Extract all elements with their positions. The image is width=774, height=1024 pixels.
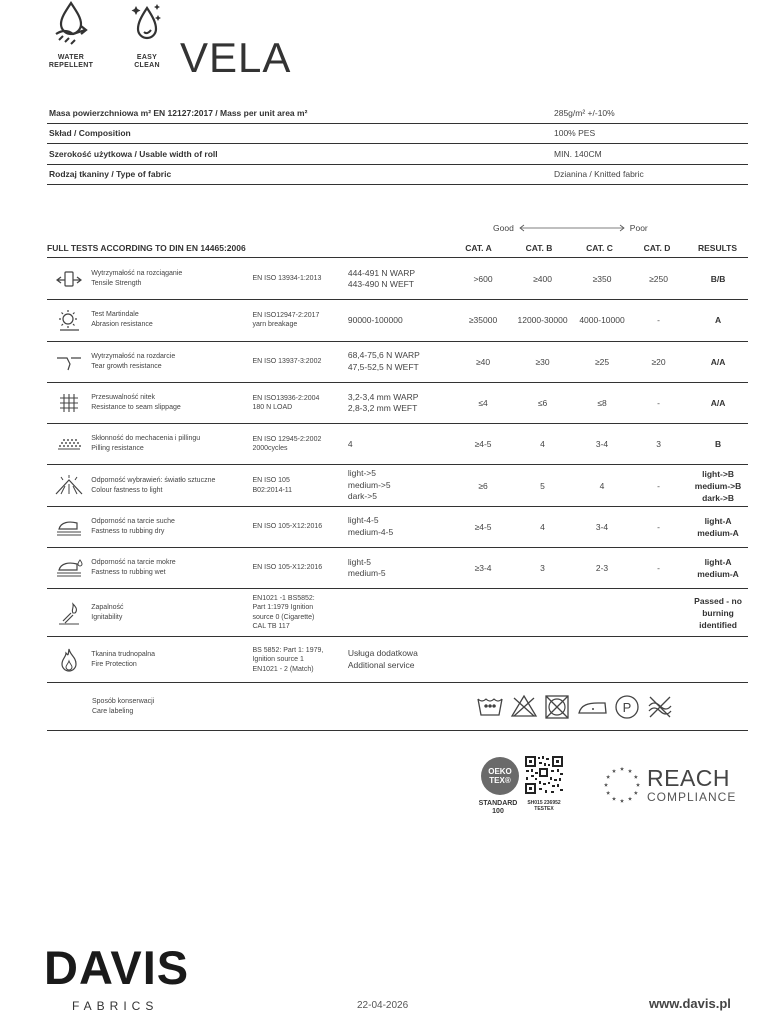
eu-star-icon — [620, 767, 624, 771]
test-name-pl: Wytrzymałość na rozdarcie — [91, 352, 176, 360]
test-icon-cell — [47, 268, 91, 290]
cat-c-value: 2-3 — [595, 563, 609, 574]
test-result: Passed - no burning identified — [694, 595, 742, 630]
test-row — [47, 300, 748, 341]
eu-star-icon — [612, 797, 616, 801]
tear-growth-icon — [55, 352, 83, 372]
dry-clean-p-icon — [614, 694, 640, 720]
test-name — [91, 558, 252, 578]
cat-a-value: ≥3-4 — [474, 563, 492, 574]
tests-rows — [47, 259, 748, 731]
care-row — [47, 683, 748, 731]
cat-a-value: ≥4-5 — [474, 521, 492, 532]
double-arrow-icon — [518, 224, 626, 232]
eu-star-icon — [606, 791, 610, 795]
test-value: 68,4-75,6 N WARP 47,5-52,5 N WEFT — [347, 350, 420, 372]
test-name-en: Tear growth resistance — [91, 362, 162, 370]
test-name — [91, 650, 252, 670]
product-name: VELA — [180, 34, 292, 81]
spec-label: Rodzaj tkaniny / Type of fabric — [49, 169, 172, 180]
test-name — [91, 476, 252, 496]
test-row — [47, 342, 748, 383]
test-name — [91, 434, 252, 454]
feature-label: WATER REPELLENT — [48, 54, 94, 69]
test-result: B/B — [710, 274, 726, 285]
scale-good-label: Good — [493, 223, 514, 233]
cat-a-value: ≥40 — [475, 356, 491, 367]
test-row — [47, 465, 748, 506]
eu-star-icon — [634, 791, 638, 795]
col-cat-b: CAT. B — [525, 242, 553, 253]
col-cat-c: CAT. C — [586, 242, 613, 253]
test-result: A/A — [710, 398, 726, 409]
cat-b-value: 5 — [540, 480, 545, 491]
abrasion-icon — [57, 308, 81, 332]
test-name — [91, 269, 252, 289]
test-standard: EN ISO 105-X12:2016 — [252, 564, 323, 572]
cat-a-value: ≥4-5 — [474, 439, 492, 450]
test-name-pl: Test Martindale — [91, 311, 139, 319]
eu-star-icon — [604, 783, 608, 787]
care-name-en: Care labeling — [92, 707, 134, 715]
test-name-en: Resistance to seam slippage — [91, 404, 181, 412]
cat-d-value: ≥20 — [651, 356, 666, 367]
pilling-icon — [56, 437, 82, 451]
light-fastness-icon — [54, 474, 84, 498]
eu-star-icon — [628, 797, 632, 801]
cat-d-value: - — [657, 563, 660, 574]
test-icon-cell — [47, 647, 91, 673]
test-value: Usługa dodatkowa Additional service — [347, 648, 418, 670]
oeko-tex-logo: OEKO TEX® — [481, 757, 519, 795]
test-value: 3,2-3,4 mm WARP 2,8-3,2 mm WEFT — [347, 391, 419, 414]
test-result: A/A — [710, 356, 726, 367]
test-name-pl: Wytrzymałość na rozciąganie — [91, 270, 183, 278]
water-repellent-icon — [51, 0, 91, 52]
ignitability-icon — [57, 601, 81, 625]
cat-c-value: 3-4 — [595, 439, 609, 450]
spec-table — [47, 103, 748, 185]
test-result: light-A medium-A — [697, 557, 739, 580]
test-row — [47, 424, 748, 465]
test-standard: EN ISO 13934-1:2013 — [252, 275, 322, 283]
test-name-pl: Odporność na tarcie mokre — [91, 559, 176, 567]
test-value: light->5 medium->5 dark->5 — [347, 468, 391, 502]
eu-star-icon — [612, 769, 616, 773]
tests-title: FULL TESTS ACCORDING TO DIN EN 14465:2006 — [47, 242, 246, 253]
cat-d-value: - — [657, 521, 660, 532]
test-icon-cell — [47, 474, 91, 498]
test-row — [47, 383, 748, 424]
test-row — [47, 637, 748, 683]
col-cat-a: CAT. A — [465, 242, 492, 253]
cat-b-value: ≥30 — [535, 356, 550, 367]
col-cat-d: CAT. D — [643, 242, 671, 253]
cat-d-value: - — [657, 480, 660, 491]
cat-c-value: ≥350 — [592, 274, 612, 285]
test-value: light-4-5 medium-4-5 — [347, 515, 394, 537]
iron-low-icon — [576, 694, 608, 716]
cat-b-value: ≤6 — [537, 398, 548, 409]
test-name — [91, 352, 252, 372]
test-value: 90000-100000 — [347, 314, 403, 325]
test-name-pl: Przesuwalność nitek — [91, 394, 156, 402]
cat-c-value: 3-4 — [595, 521, 609, 532]
test-name-en: Fastness to rubbing wet — [91, 569, 166, 577]
test-name-pl: Odporność wybrawień: światło sztuczne — [91, 476, 216, 484]
eu-star-icon — [628, 769, 632, 773]
wash-30-icon — [476, 694, 504, 718]
test-standard: EN ISO12947-2:2017 yarn breakage — [252, 311, 320, 329]
brand-logo: DAVIS — [44, 941, 190, 994]
no-wring-icon — [646, 694, 674, 720]
grade-scale — [493, 223, 648, 233]
care-name — [92, 697, 256, 717]
test-icon-cell — [47, 558, 91, 578]
test-result: A — [714, 315, 722, 326]
cat-c-value: 4000-10000 — [579, 315, 625, 326]
eu-stars-icon — [602, 765, 642, 805]
col-results: RESULTS — [697, 242, 738, 253]
spec-label: Szerokość użytkowa / Usable width of roll — [49, 148, 218, 159]
test-icon-cell — [47, 517, 91, 537]
reach-title: REACH — [647, 765, 731, 791]
test-value: light-5 medium-5 — [347, 556, 386, 579]
test-value: 444-491 N WARP 443-490 N WEFT — [347, 267, 416, 290]
fire-protection-icon — [58, 647, 80, 673]
tests-header — [47, 238, 748, 258]
cat-b-value: 4 — [540, 439, 545, 450]
eu-star-icon — [636, 783, 640, 787]
spec-row — [47, 103, 748, 124]
test-name-en: Fire Protection — [91, 660, 137, 668]
test-standard: BS 5852: Part 1: 1979, Ignition source 1 EN1021 - 2 (Match) — [252, 646, 324, 673]
cat-a-value: ≥6 — [478, 480, 488, 491]
reach-compliance — [602, 765, 742, 805]
cat-a-value: ≥35000 — [468, 315, 498, 326]
test-row — [47, 589, 748, 637]
eu-star-icon — [606, 775, 610, 779]
test-icon-cell — [47, 437, 91, 451]
test-name-pl: Tkanina trudnopalna — [91, 650, 156, 658]
cat-c-value: ≥25 — [594, 356, 610, 367]
spec-label: Masa powierzchniowa m² EN 12127:2017 / Mass per unit area m² — [49, 107, 308, 118]
test-row — [47, 259, 748, 300]
test-row — [47, 507, 748, 548]
test-standard: EN ISO 105 B02:2014-11 — [252, 477, 293, 494]
spec-value: Dzianina / Knitted fabric — [554, 169, 644, 180]
no-tumble-dry-icon — [544, 694, 570, 720]
test-name-pl: Skłonność do mechacenia i pillingu — [91, 435, 201, 443]
brand-subtitle: FABRICS — [72, 999, 159, 1013]
spec-row — [47, 144, 748, 165]
oeko-code: SH015 236952 TESTEX — [527, 800, 561, 812]
tensile-strength-icon — [55, 268, 83, 290]
feature-icons — [44, 0, 174, 70]
test-standard: EN ISO13936-2:2004 180 N LOAD — [252, 394, 320, 412]
document-date: 22-04-2026 — [357, 1000, 409, 1011]
feature-easy-clean — [120, 0, 174, 70]
test-result: B — [714, 439, 722, 450]
cat-d-value: ≥250 — [649, 274, 668, 285]
test-name-en: Abrasion resistance — [91, 321, 153, 329]
eu-star-icon — [634, 775, 638, 779]
test-name — [91, 517, 252, 537]
feature-water-repellent — [44, 0, 98, 70]
test-name-en: Fastness to rubbing dry — [91, 527, 165, 535]
cat-c-value: 4 — [599, 480, 605, 491]
test-result: light->B medium->B dark->B — [694, 468, 742, 503]
rubbing-wet-icon — [55, 558, 83, 578]
test-name-en: Pilling resistance — [91, 445, 144, 453]
cat-d-value: - — [657, 315, 660, 326]
eu-star-icon — [620, 799, 624, 803]
cat-d-value: - — [657, 398, 660, 409]
spec-label: Skład / Composition — [49, 128, 131, 139]
oeko-standard: STANDARD 100 — [478, 800, 518, 815]
spec-value: 100% PES — [554, 128, 596, 139]
test-name-en: Colour fastness to light — [91, 486, 163, 494]
qr-code-icon — [524, 755, 564, 795]
test-name — [91, 393, 252, 413]
test-standard: EN1021 -1 BS5852: Part 1:1979 Ignition source 0 (Cigarette) CAL TB 117 — [252, 594, 315, 631]
test-name-pl: Zapalność — [91, 603, 124, 611]
care-name-pl: Sposób konserwacji — [92, 697, 155, 705]
test-name — [91, 310, 252, 330]
spec-value: MIN. 140CM — [554, 148, 602, 159]
test-standard: EN ISO 105-X12:2016 — [252, 523, 323, 531]
cat-b-value: 3 — [540, 563, 545, 574]
test-result: light-A medium-A — [697, 515, 739, 538]
cat-a-value: >600 — [473, 274, 493, 285]
test-standard: EN ISO 12945-2:2002 2000cycles — [252, 435, 322, 453]
cat-b-value: ≥400 — [533, 274, 552, 285]
test-icon-cell — [47, 392, 91, 414]
test-icon-cell — [47, 352, 91, 372]
test-name-pl: Odporność na tarcie suche — [91, 517, 175, 525]
spec-value: 285g/m² +/-10% — [554, 107, 615, 118]
test-name — [91, 603, 252, 623]
scale-poor-label: Poor — [629, 223, 648, 233]
test-icon-cell — [47, 601, 91, 625]
test-name-en: Ignitability — [91, 613, 123, 621]
reach-subtitle: COMPLIANCE — [647, 790, 737, 804]
no-bleach-icon — [510, 694, 538, 718]
easy-clean-icon — [127, 0, 167, 52]
spec-row — [47, 124, 748, 145]
feature-label: EASY CLEAN — [134, 54, 160, 69]
cat-d-value: 3 — [656, 439, 661, 450]
spec-row — [47, 165, 748, 186]
cat-a-value: ≤4 — [478, 398, 488, 409]
svg-text:P: P — [622, 699, 632, 715]
test-standard: EN ISO 13937-3:2002 — [252, 357, 322, 365]
test-row — [47, 548, 748, 589]
care-icons — [476, 694, 674, 720]
test-icon-cell — [47, 308, 91, 332]
cat-b-value: 4 — [540, 521, 545, 532]
rubbing-dry-icon — [55, 517, 83, 537]
seam-slippage-icon — [58, 392, 80, 414]
cat-c-value: ≤8 — [597, 398, 607, 409]
test-name-en: Tensile Strength — [91, 280, 142, 288]
website-link[interactable]: www.davis.pl — [649, 996, 731, 1011]
test-value: 4 — [347, 438, 353, 449]
cat-b-value: 12000-30000 — [517, 315, 568, 326]
